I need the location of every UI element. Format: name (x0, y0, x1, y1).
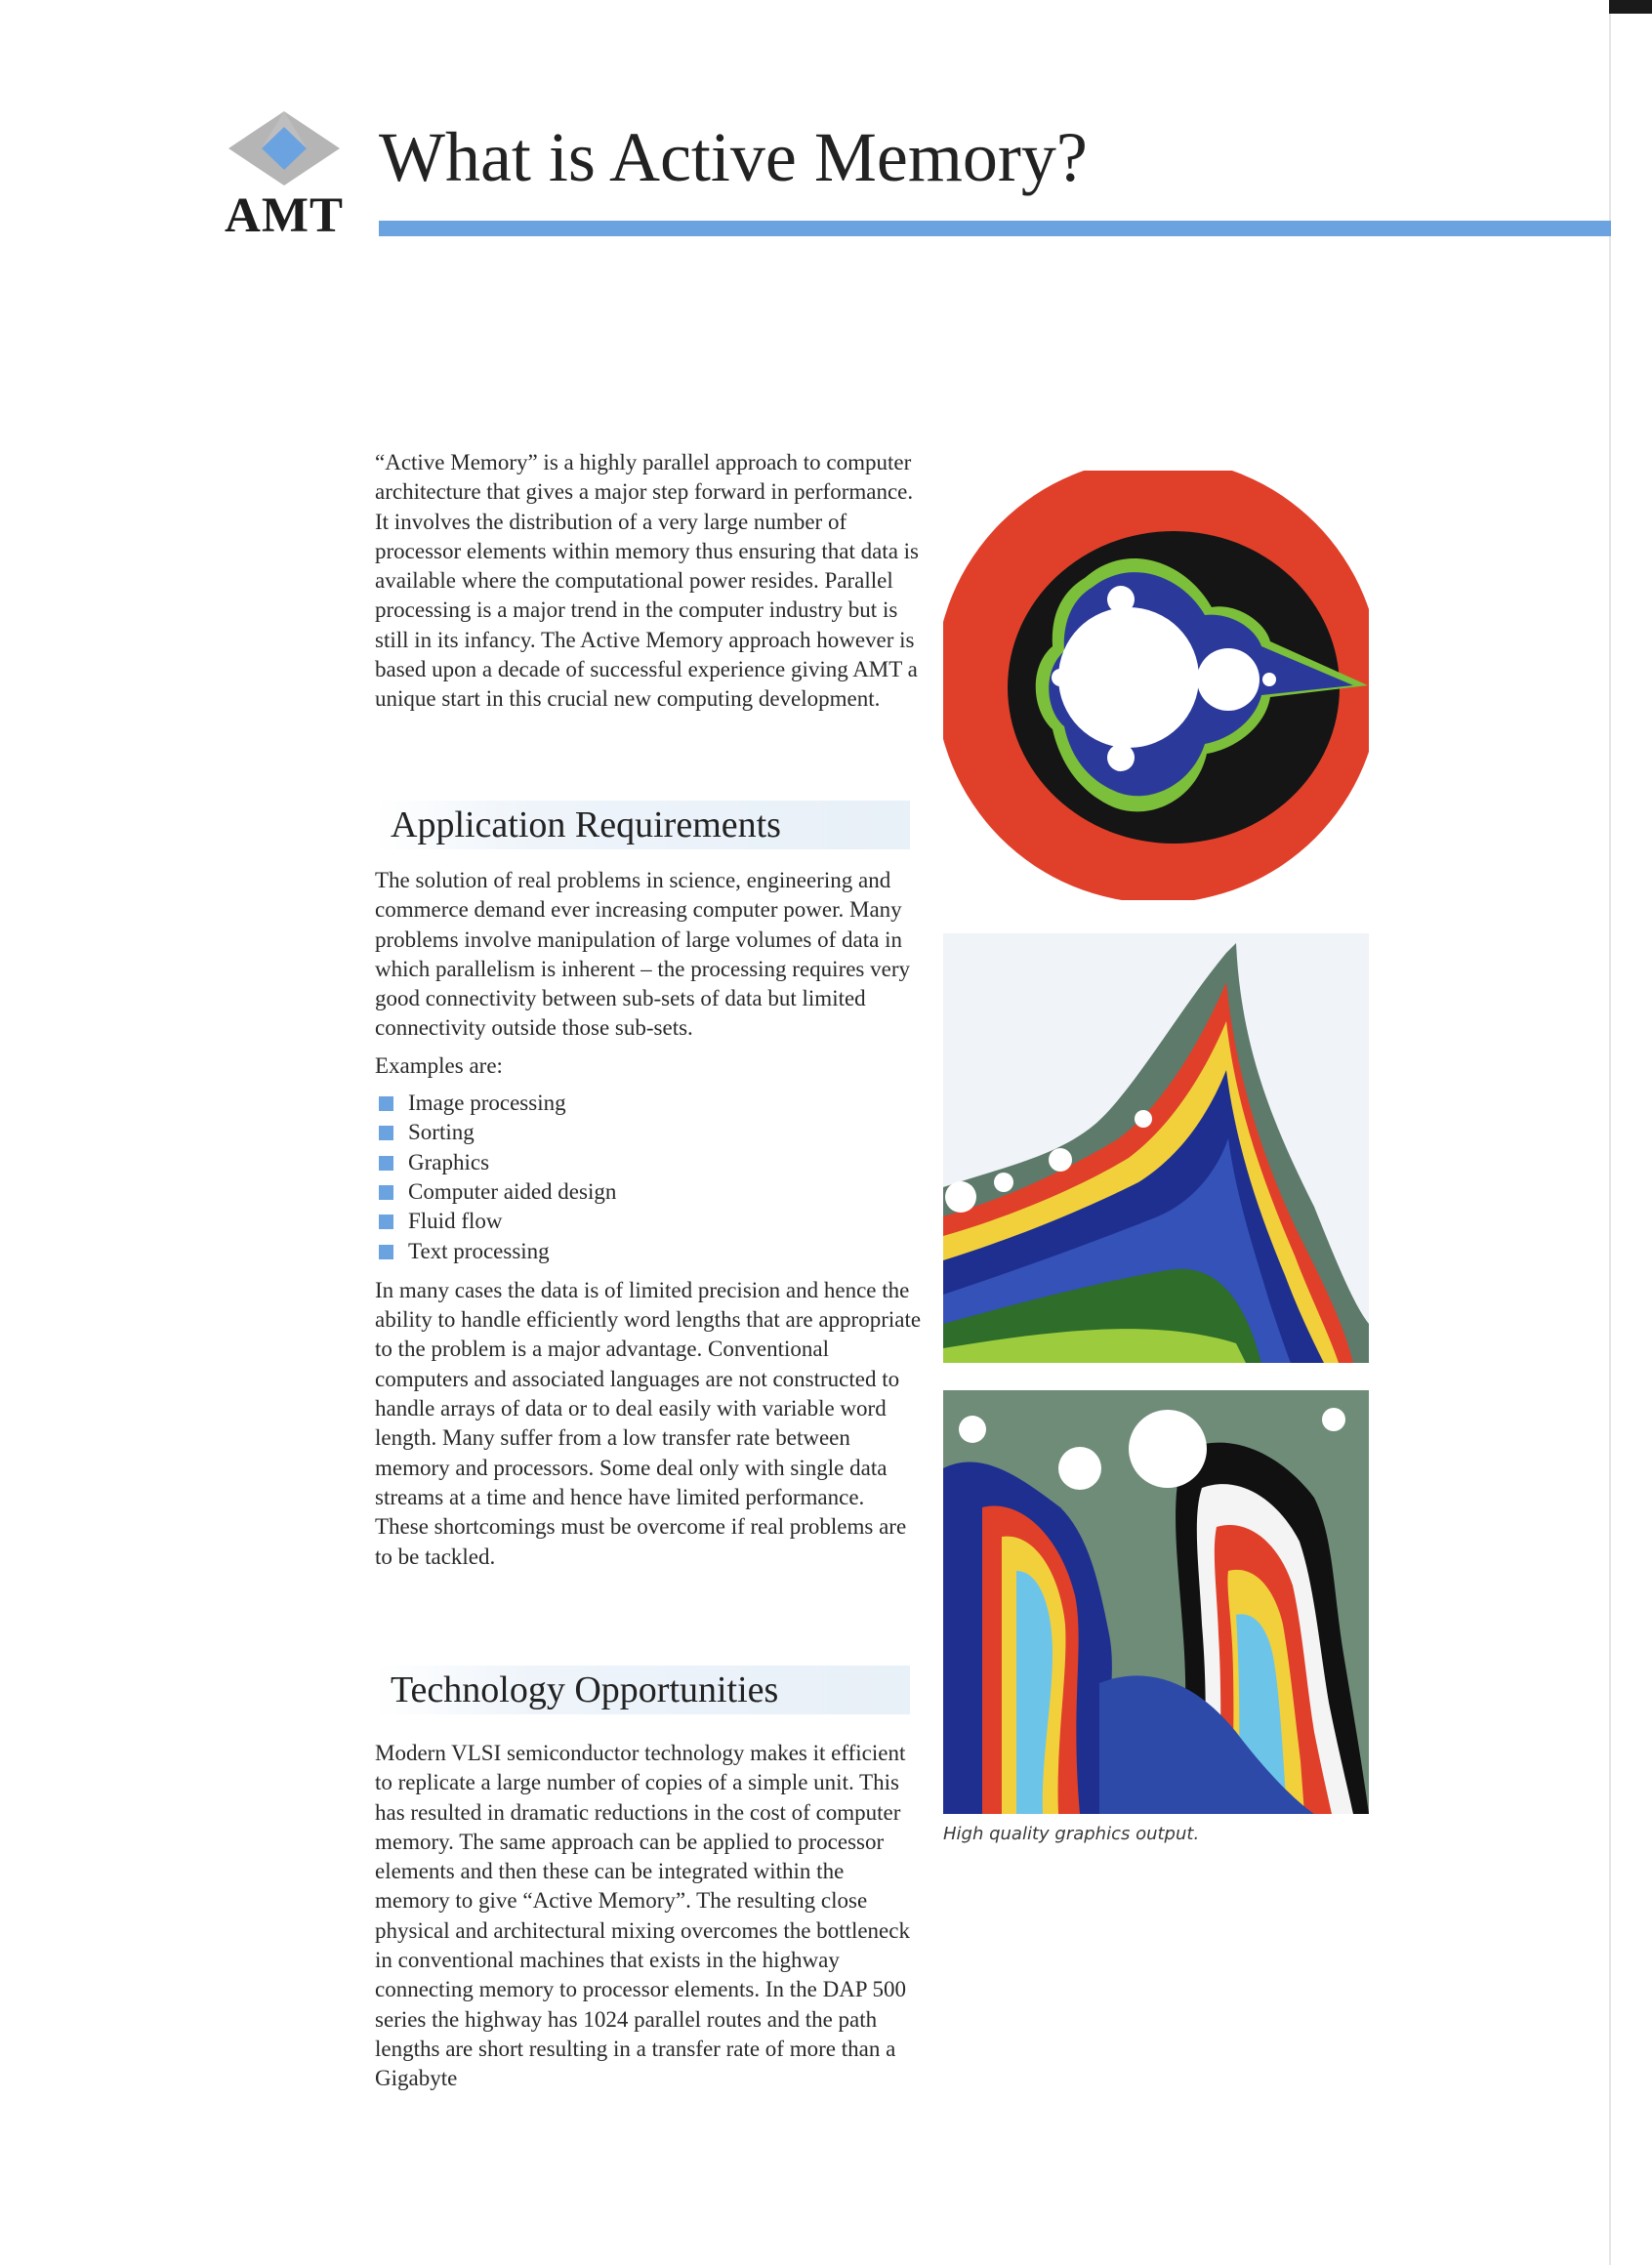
amt-logo (221, 109, 348, 246)
technology-opportunities-body (375, 1739, 922, 2094)
section1-paragraph-2: In many cases the data is of limited precision and hence the ability to handle efficiently word lengths that are appropriate to the problem is a major advantage. Conventional computers and associated languages are not constructed to handle arrays of data or to deal easily with variable word length. Many suffer from a low transfer rate between memory and processors. Some deal only with single data streams at a time and hence have limited performance. These shortcomings must be overcome if real problems are to be tackled. (375, 1277, 922, 1569)
section2-paragraph-1: Modern VLSI semiconductor technology makes it efficient to replicate a large number of copies of a simple unit. This has resulted in dramatic reductions in the cost of computer memory. The same approach can be applied to processor elements and then these can be integrated within the memory to give “Active Memory”. The resulting close physical and architectural mixing overcomes the bottleneck in conventional machines that exists in the highway connecting memory to processor elements. In the DAP 500 series the highway has 1024 parallel routes and the path lengths are short resulting in a transfer rate of more than a Gigabyte (375, 1741, 910, 2091)
list-item: Graphics (375, 1148, 922, 1177)
scan-edge (1609, 0, 1611, 2265)
bullet-square-icon (379, 1126, 393, 1140)
examples-label: Examples are: (375, 1052, 503, 1078)
image-caption: High quality graphics output. (943, 1824, 1200, 1844)
section-heading: Technology Opportunities (391, 1669, 779, 1710)
intro-block (375, 448, 922, 715)
list-item: Image processing (375, 1089, 922, 1118)
page-title: What is Active Memory? (379, 118, 1088, 196)
fractal-image-spike (943, 933, 1369, 1363)
title-rule (379, 221, 1611, 236)
bullet-square-icon (379, 1156, 393, 1171)
section-heading: Application Requirements (391, 804, 781, 845)
section-technology-opportunities (375, 1666, 910, 1714)
fractal-image-bands (943, 1390, 1369, 1820)
examples-list (375, 1089, 922, 1266)
bullet-square-icon (379, 1185, 393, 1200)
logo-diamond-icon (227, 109, 342, 187)
list-item: Sorting (375, 1118, 922, 1147)
scan-corner (1609, 0, 1652, 14)
bullet-square-icon (379, 1245, 393, 1259)
bullet-square-icon (379, 1215, 393, 1229)
list-item: Text processing (375, 1237, 922, 1266)
section-application-requirements (375, 801, 910, 849)
fractal-image-mandelbrot (943, 471, 1369, 900)
logo-text: AMT (225, 188, 344, 243)
list-item: Fluid flow (375, 1207, 922, 1236)
section1-paragraph-1: The solution of real problems in science, engineering and commerce demand ever increasing computer power. Many problems involve manipulation of large volumes of data in which parallelism is inherent – the processing requires very good connectivity between sub-sets of data but limited connectivity outside those sub-sets. (375, 868, 911, 1041)
list-item: Computer aided design (375, 1177, 922, 1207)
bullet-square-icon (379, 1096, 393, 1111)
application-requirements-body (375, 866, 922, 1572)
intro-paragraph: “Active Memory” is a highly parallel approach to computer architecture that gives a major step forward in performance. It involves the distribution of a very large number of processor elements within memory thus ensuring that data is available where the computational power resides. Parallel processing is a major trend in the computer industry but is still in its infancy. The Active Memory approach however is based upon a decade of successful experience giving AMT a unique start in this crucial new computing development. (375, 450, 919, 712)
